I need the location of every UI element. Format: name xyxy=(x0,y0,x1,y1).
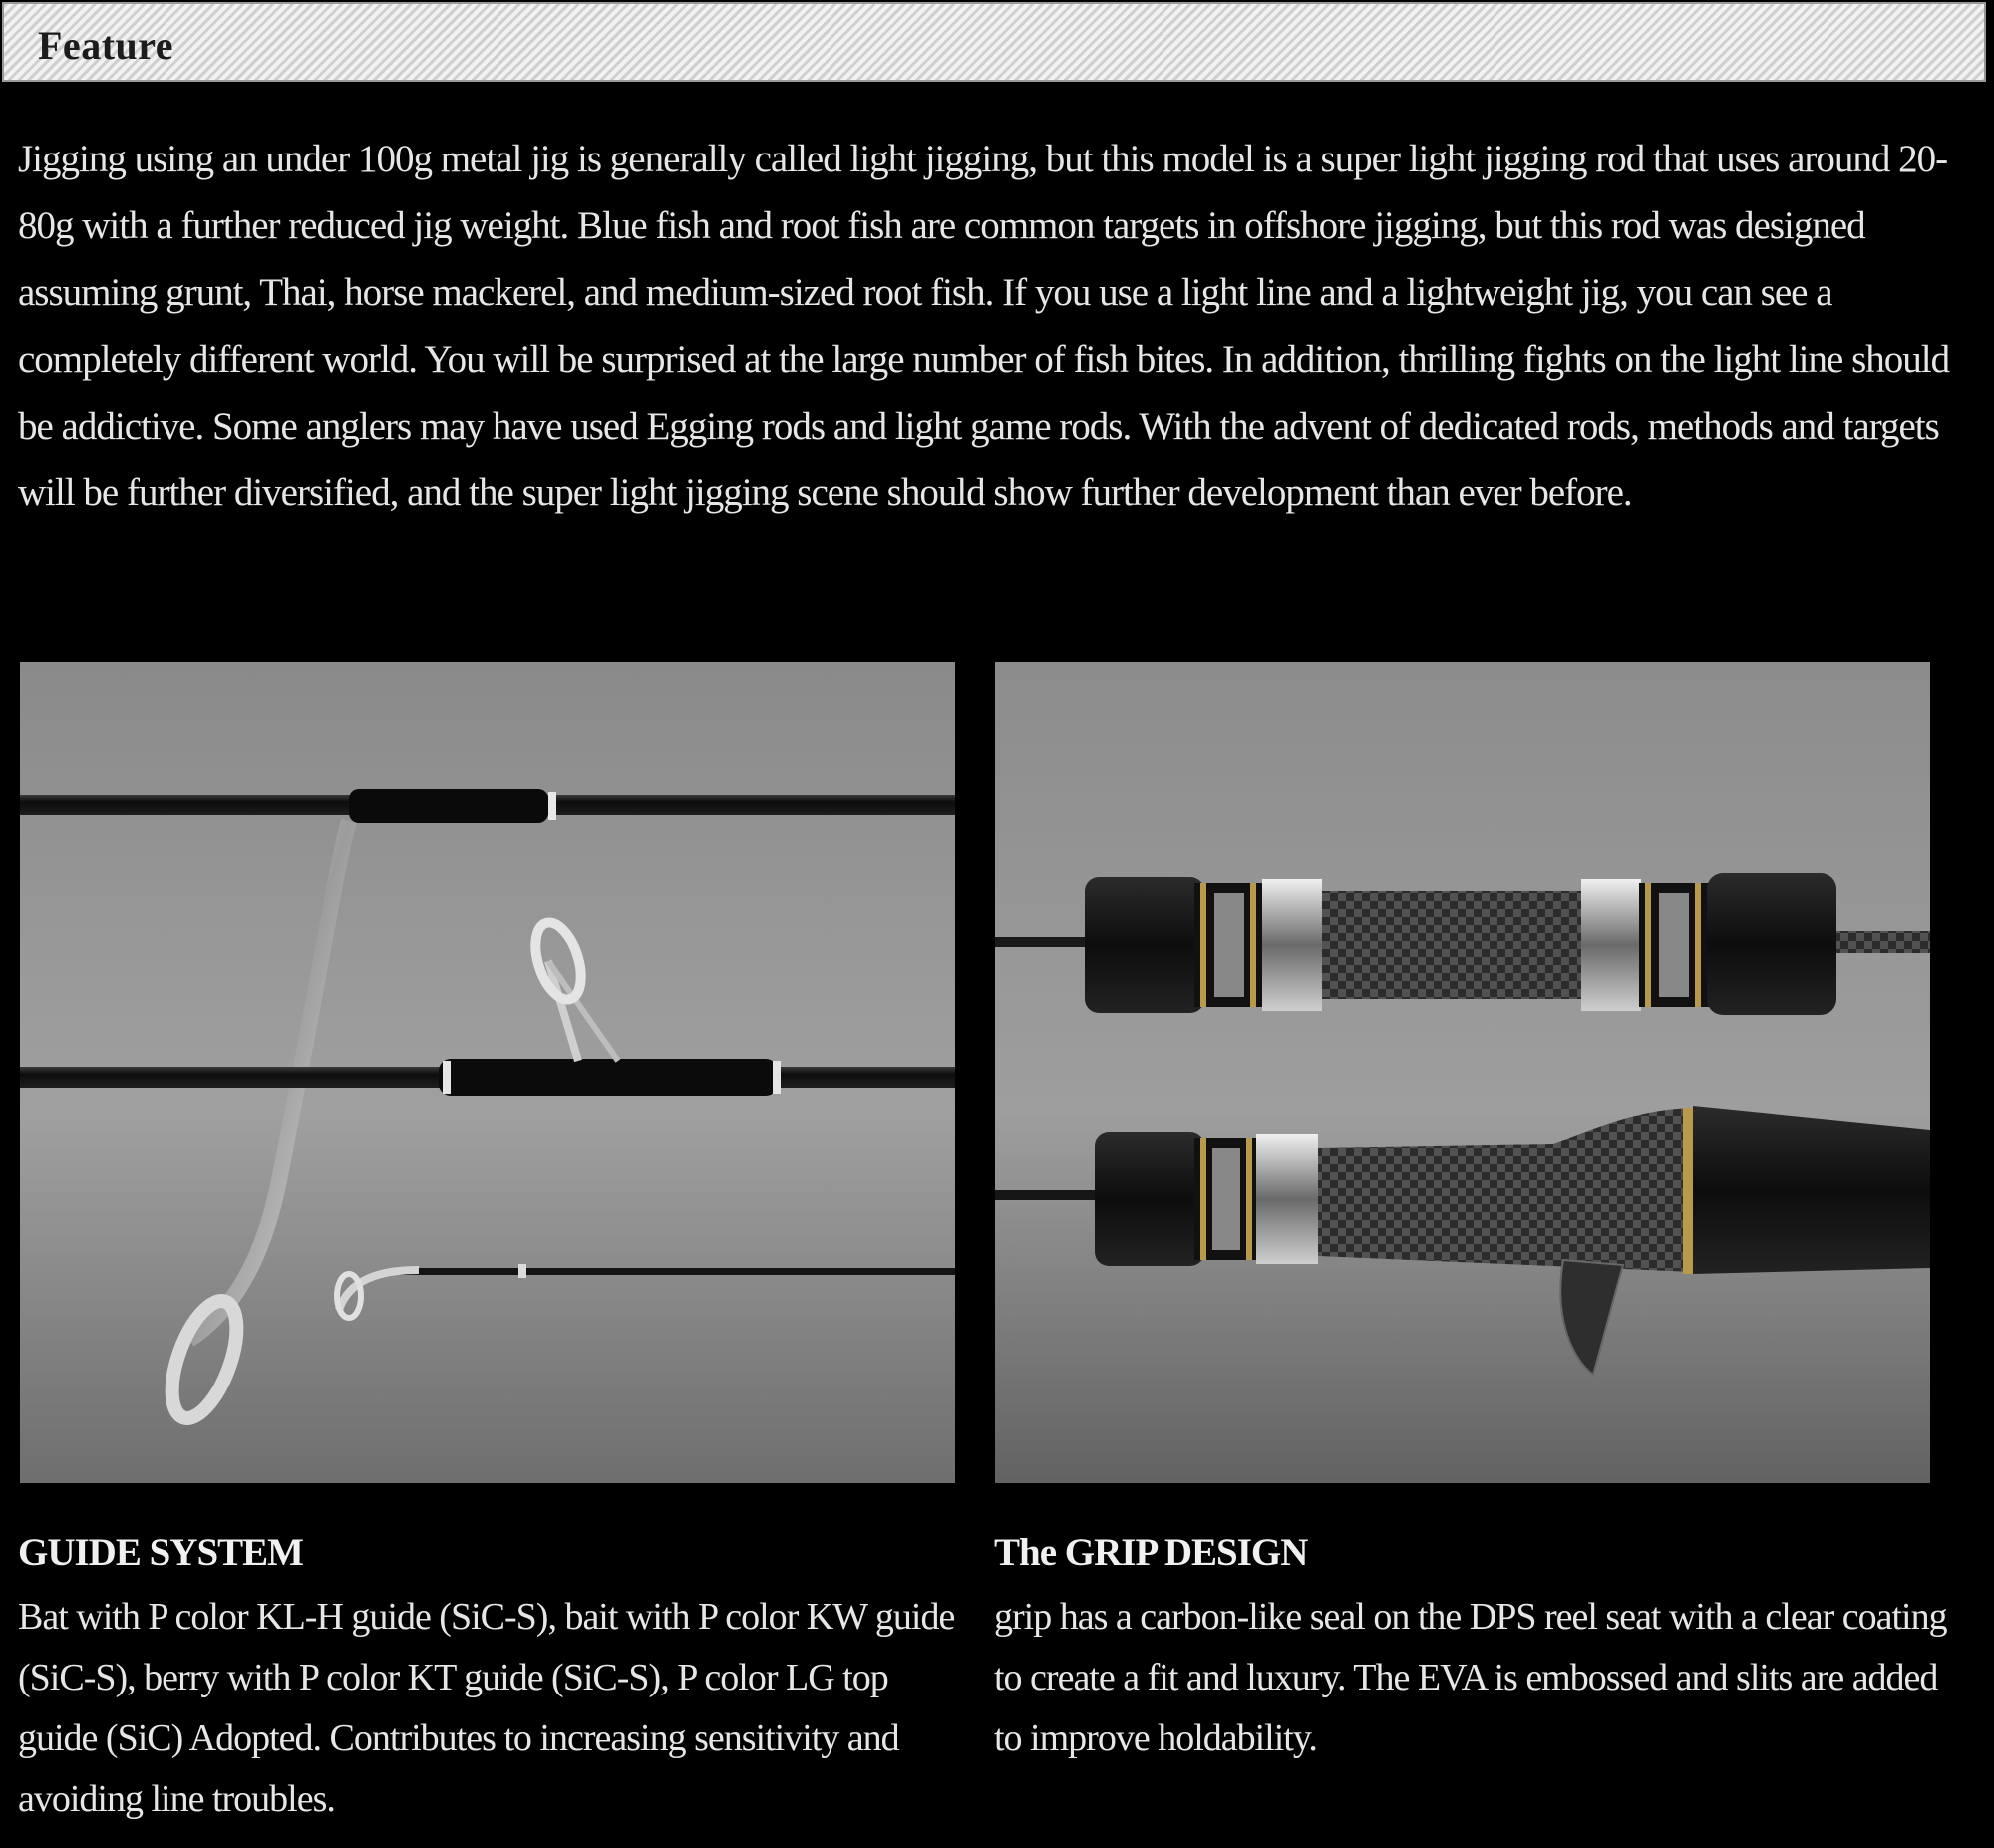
grip-design-description: grip has a carbon-like seal on the DPS reel seat with a clear coating to create a fit and luxury. The EVA is embossed and slits are added to improve holdability. xyxy=(994,1596,1947,1759)
feature-heading: Feature xyxy=(38,23,174,68)
guide-system-section xyxy=(18,1529,965,1830)
grip-design-section xyxy=(994,1529,1961,1769)
feature-header-bar xyxy=(2,2,1986,82)
guide-system-description: Bat with P color KL-H guide (SiC-S), bait with P color KW guide (SiC-S), berry with P color KT guide (SiC-S), P color LG top guide (SiC) Adopted. Contributes to increasing sensitivity and avoiding line troubles. xyxy=(18,1596,955,1820)
intro-paragraph: Jigging using an under 100g metal jig is generally called light jigging, but this model is a super light jigging rod that uses around 20-80g with a further reduced jig weight. Blue fish and root fish are common targets in offshore jigging, but this rod was designed assuming grunt, Thai, horse mackerel, and medium-sized root fish. If you use a light line and a lightweight jig, you can see a completely different world. You will be surprised at the large number of fish bites. In addition, thrilling fights on the light line should be addictive. Some anglers may have used Egging rods and light game rods. With the advent of dedicated rods, methods and targets will be further diversified, and the super light jigging scene should show further development than ever before. xyxy=(18,138,1950,514)
guide-system-photo xyxy=(20,662,955,1483)
grip-design-title: The GRIP DESIGN xyxy=(994,1531,1308,1574)
guide-system-title: GUIDE SYSTEM xyxy=(18,1531,303,1574)
grip-design-photo xyxy=(995,662,1930,1483)
